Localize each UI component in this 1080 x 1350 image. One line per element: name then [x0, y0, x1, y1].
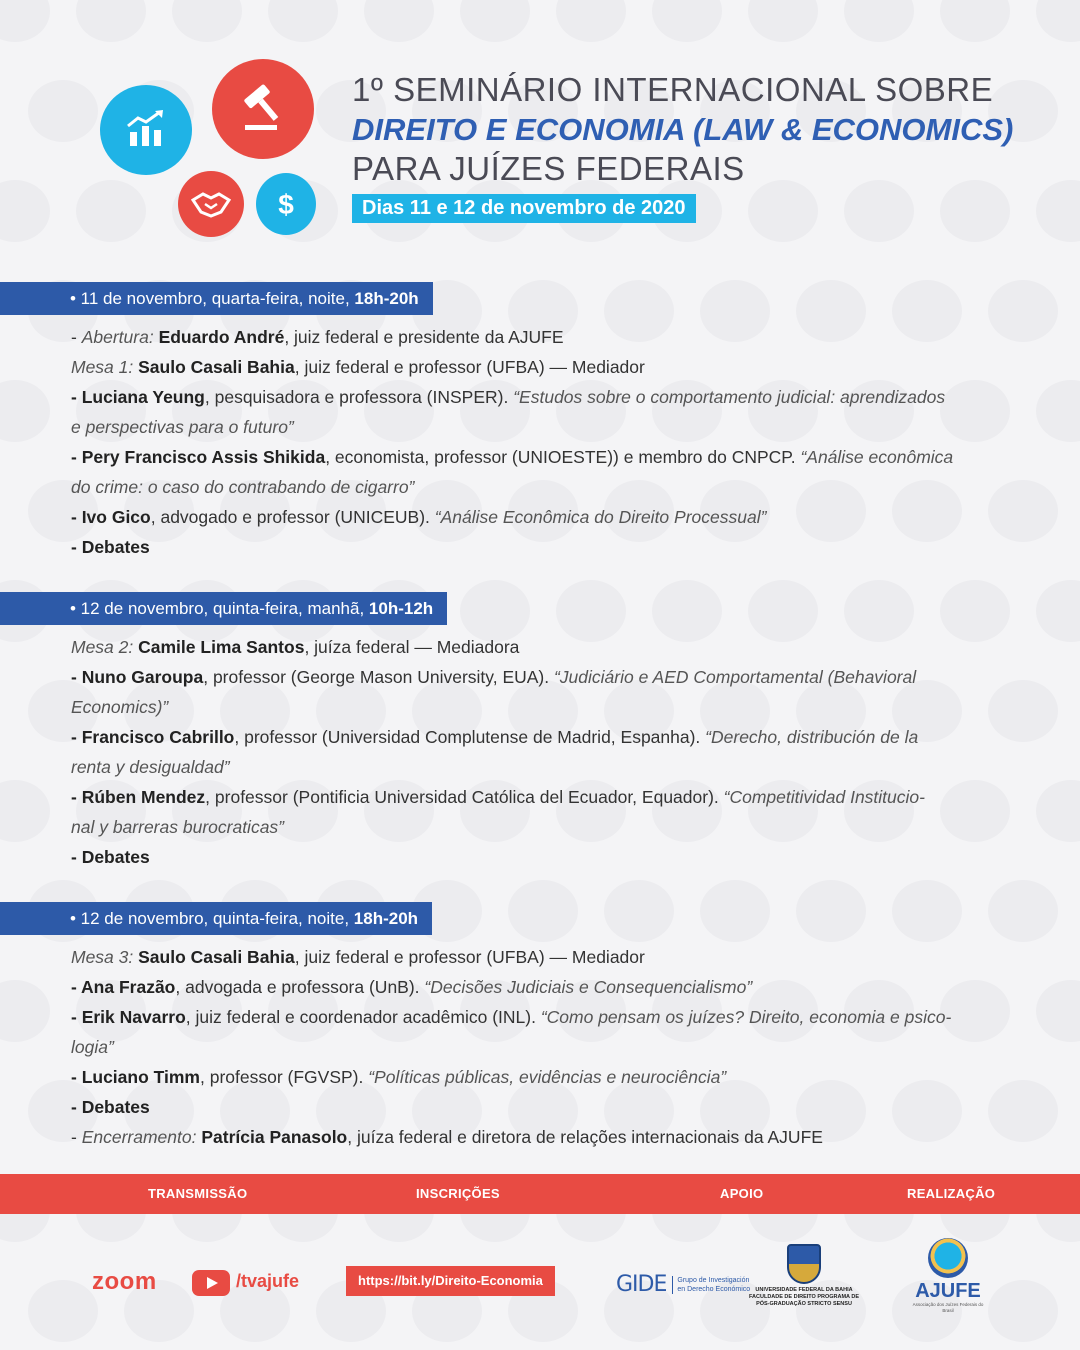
event-dates-badge: Dias 11 e 12 de novembro de 2020 — [352, 194, 696, 223]
svg-text:$: $ — [278, 189, 294, 220]
speaker-name: - Rúben Mendez — [71, 787, 206, 807]
session-line — [71, 692, 1010, 722]
speaker-details: , juiz federal e presidente da AJUFE — [284, 327, 564, 347]
title-line-1: 1º SEMINÁRIO INTERNACIONAL SOBRE — [352, 71, 994, 108]
speaker-details: , economista, professor (UNIOESTE)) e membro do CNPCP. — [325, 447, 801, 467]
talk-title: Mesa 3: — [71, 947, 139, 967]
speaker-name: - Luciano Timm — [71, 1067, 200, 1087]
talk-title: “Análise econômica — [800, 447, 954, 467]
section-date: • 12 de novembro, quinta-feira, noite, — [70, 909, 354, 928]
talk-title: “Competitividad Institucio- — [723, 787, 925, 807]
speaker-name: Saulo Casali Bahia — [138, 947, 295, 967]
talk-title: Mesa 2: — [71, 637, 139, 657]
speaker-name: - Nuno Garoupa — [71, 667, 204, 687]
session-line — [71, 662, 1010, 692]
talk-title: “Derecho, distribución de la — [705, 727, 919, 747]
support-label: APOIO — [720, 1186, 764, 1201]
speaker-name: - Pery Francisco Assis Shikida — [71, 447, 326, 467]
youtube-icon[interactable] — [192, 1270, 230, 1296]
section-date: • 11 de novembro, quarta-feira, noite, — [70, 289, 355, 308]
gide-mark: GIDE — [616, 1272, 667, 1297]
handshake-icon — [178, 171, 244, 237]
session-list — [0, 632, 1080, 872]
speaker-name: - Luciana Yeung — [71, 387, 205, 407]
speaker-details: , professor (FGVSP). — [200, 1067, 369, 1087]
talk-title: e perspectivas para o futuro” — [71, 417, 294, 437]
session-line — [71, 1122, 1010, 1152]
session-line — [71, 322, 1010, 352]
speaker-name: - Debates — [71, 537, 150, 557]
session-line — [71, 752, 1010, 782]
talk-title: Mesa 1: — [71, 357, 139, 377]
speaker-details: , advogado e professor (UNICEUB). — [150, 507, 435, 527]
talk-title: “Análise Econômica do Direito Processual” — [434, 507, 767, 527]
speaker-details: , juíza federal e diretora de relações internacionais da AJUFE — [347, 1127, 823, 1147]
ajufe-name: AJUFE — [915, 1280, 981, 1302]
speaker-details: , professor (Pontificia Universidad Católica del Ecuador, Equador). — [205, 787, 724, 807]
session-line — [71, 412, 1010, 442]
header — [0, 0, 1080, 270]
session-line — [71, 1092, 1010, 1122]
gavel-icon — [212, 59, 314, 159]
talk-title: “Políticas públicas, evidências e neurociência” — [368, 1067, 727, 1087]
session-line — [71, 782, 1010, 812]
session-line — [71, 502, 1010, 532]
speaker-name: Patrícia Panasolo — [201, 1127, 348, 1147]
speaker-name: Eduardo André — [158, 327, 285, 347]
talk-title: “Decisões Judiciais e Consequencialismo” — [424, 977, 753, 997]
talk-title: logia” — [71, 1037, 114, 1057]
organizer-label: REALIZAÇÃO — [907, 1186, 996, 1201]
talk-title: “Judiciário e AED Comportamental (Behavioral — [553, 667, 917, 687]
registration-link[interactable]: https://bit.ly/Direito-Economia — [346, 1266, 555, 1296]
title-line-3: PARA JUÍZES FEDERAIS — [352, 150, 745, 187]
speaker-details: - — [71, 1127, 82, 1147]
gide-logo — [616, 1272, 752, 1297]
title-line-2: DIREITO E ECONOMIA (LAW & ECONOMICS) — [352, 112, 1014, 147]
session-list — [0, 322, 1080, 562]
gide-text: Grupo de Investigación en Derecho Económico — [672, 1276, 752, 1294]
session-line — [71, 352, 1010, 382]
talk-title: Economics)” — [71, 697, 169, 717]
speaker-name: Camile Lima Santos — [138, 637, 305, 657]
section-date: • 12 de novembro, quinta-feira, manhã, — [70, 599, 369, 618]
session-line — [71, 972, 1010, 1002]
zoom-logo[interactable]: zoom — [92, 1268, 157, 1295]
speaker-name: - Debates — [71, 1097, 150, 1117]
session-line — [71, 532, 1010, 562]
talk-title: “Como pensam os juízes? Direito, economia e psico- — [540, 1007, 952, 1027]
ufba-logo — [748, 1244, 860, 1308]
session-line — [71, 1062, 1010, 1092]
section-heading — [0, 282, 433, 315]
section-heading — [0, 592, 447, 625]
dollar-icon — [256, 173, 316, 235]
session-line — [71, 842, 1010, 872]
session-line — [71, 632, 1010, 662]
session-line — [71, 722, 1010, 752]
ufba-text: UNIVERSIDADE FEDERAL DA BAHIA FACULDADE DE DIREITO PROGRAMA DE PÓS-GRADUAÇÃO STRICTO SENSU — [748, 1287, 859, 1307]
youtube-handle[interactable]: /tvajufe — [236, 1271, 300, 1291]
seminar-logo — [90, 55, 330, 245]
session-line — [71, 472, 1010, 502]
footer-label-bar — [0, 1174, 1080, 1214]
speaker-name: - Francisco Cabrillo — [71, 727, 235, 747]
speaker-details: , professor (Universidad Complutense de Madrid, Espanha). — [234, 727, 706, 747]
speaker-details: , pesquisadora e professora (INSPER). — [204, 387, 514, 407]
transmission-label: TRANSMISSÃO — [148, 1186, 248, 1201]
talk-title: Encerramento: — [81, 1127, 202, 1147]
section-time: 10h-12h — [368, 599, 434, 618]
talk-title: renta y desigualdad” — [71, 757, 230, 777]
registration-label: INSCRIÇÕES — [416, 1186, 500, 1201]
footer-logos — [0, 1214, 1080, 1350]
schedule-section-1 — [0, 282, 1080, 562]
speaker-details: , juiz federal e professor (UFBA) — Mediador — [294, 947, 645, 967]
schedule-section-2 — [0, 592, 1080, 872]
session-list — [0, 942, 1080, 1152]
talk-title: nal y barreras burocraticas” — [71, 817, 284, 837]
speaker-details: , juiz federal e coordenador acadêmico (INL). — [185, 1007, 541, 1027]
session-line — [71, 942, 1010, 972]
speaker-name: - Ivo Gico — [71, 507, 151, 527]
talk-title: “Estudos sobre o comportamento judicial: aprendizados — [513, 387, 946, 407]
speaker-details: - — [71, 327, 82, 347]
session-line — [71, 1032, 1010, 1062]
ajufe-logo — [910, 1238, 986, 1314]
speaker-details: , juiz federal e professor (UFBA) — Mediador — [294, 357, 645, 377]
speaker-details: , professor (George Mason University, EUA). — [203, 667, 554, 687]
section-heading — [0, 902, 432, 935]
event-title — [352, 70, 1013, 223]
section-time: 18h-20h — [354, 289, 419, 308]
session-line — [71, 812, 1010, 842]
talk-title: do crime: o caso do contrabando de cigarro” — [71, 477, 415, 497]
section-time: 18h-20h — [353, 909, 419, 928]
ufba-shield-icon — [787, 1244, 821, 1284]
session-line — [71, 1002, 1010, 1032]
speaker-name: Saulo Casali Bahia — [138, 357, 295, 377]
speaker-details: , juíza federal — Mediadora — [304, 637, 520, 657]
speaker-name: - Ana Frazão — [71, 977, 176, 997]
speaker-details: , advogada e professora (UnB). — [175, 977, 425, 997]
bar-chart-icon — [100, 85, 192, 175]
schedule-section-3 — [0, 902, 1080, 1152]
ajufe-subtitle: Associação dos Juízes Federais do Brasil — [912, 1302, 984, 1313]
speaker-name: - Debates — [71, 847, 150, 867]
session-line — [71, 442, 1010, 472]
speaker-name: - Erik Navarro — [71, 1007, 186, 1027]
session-line — [71, 382, 1010, 412]
ajufe-emblem-icon — [928, 1238, 968, 1278]
talk-title: Abertura: — [81, 327, 159, 347]
